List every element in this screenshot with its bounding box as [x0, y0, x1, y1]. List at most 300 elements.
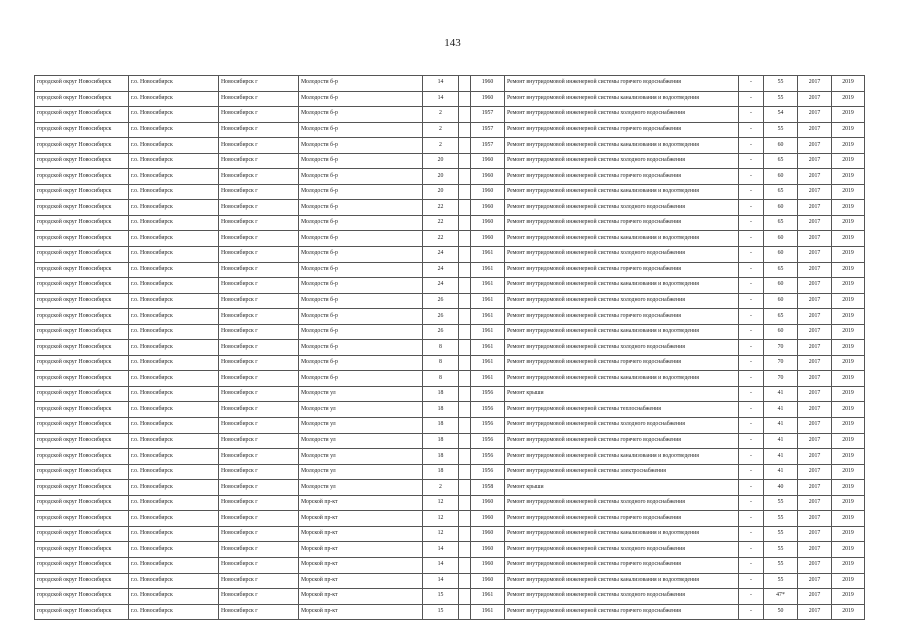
city-cell: Новосибирск г [219, 107, 299, 123]
building-cell [459, 589, 471, 605]
note-cell: - [739, 153, 764, 169]
period-end-cell: 2019 [832, 495, 865, 511]
building-cell [459, 91, 471, 107]
table-row [35, 480, 865, 496]
build-year-cell: 1961 [471, 371, 505, 387]
city-cell: Новосибирск г [219, 449, 299, 465]
note-cell: - [739, 464, 764, 480]
period-start-cell: 2017 [798, 91, 832, 107]
note-cell: - [739, 386, 764, 402]
period-end-cell: 2019 [832, 107, 865, 123]
street-cell: Молодости б-р [299, 153, 423, 169]
district-cell: г.о. Новосибирск [129, 324, 219, 340]
work-type-cell: Ремонт внутридомовой инженерной системы канализования и водоотведения [505, 573, 739, 589]
work-type-cell: Ремонт внутридомовой инженерной системы канализования и водоотведения [505, 91, 739, 107]
work-type-cell: Ремонт внутридомовой инженерной системы горячего водоснабжения [505, 122, 739, 138]
municipality-cell: городской округ Новосибирск [35, 433, 129, 449]
street-cell: Морской пр-кт [299, 604, 423, 620]
period-start-cell: 2017 [798, 76, 832, 92]
building-cell [459, 231, 471, 247]
period-start-cell: 2017 [798, 262, 832, 278]
municipality-cell: городской округ Новосибирск [35, 557, 129, 573]
period-start-cell: 2017 [798, 278, 832, 294]
table-row [35, 122, 865, 138]
street-cell: Молодости б-р [299, 262, 423, 278]
city-cell: Новосибирск г [219, 418, 299, 434]
house-number-cell: 22 [423, 231, 459, 247]
table-row [35, 278, 865, 294]
period-start-cell: 2017 [798, 433, 832, 449]
table-row [35, 573, 865, 589]
table-row [35, 589, 865, 605]
period-start-cell: 2017 [798, 184, 832, 200]
period-start-cell: 2017 [798, 122, 832, 138]
period-end-cell: 2019 [832, 91, 865, 107]
wear-percent-cell: 41 [764, 433, 798, 449]
wear-percent-cell: 50 [764, 604, 798, 620]
period-end-cell: 2019 [832, 604, 865, 620]
district-cell: г.о. Новосибирск [129, 604, 219, 620]
table-row [35, 402, 865, 418]
table-row [35, 324, 865, 340]
city-cell: Новосибирск г [219, 278, 299, 294]
municipality-cell: городской округ Новосибирск [35, 200, 129, 216]
period-end-cell: 2019 [832, 324, 865, 340]
district-cell: г.о. Новосибирск [129, 480, 219, 496]
build-year-cell: 1961 [471, 278, 505, 294]
building-cell [459, 278, 471, 294]
work-type-cell: Ремонт внутридомовой инженерной системы холодного водоснабжения [505, 340, 739, 356]
period-end-cell: 2019 [832, 386, 865, 402]
street-cell: Морской пр-кт [299, 495, 423, 511]
work-type-cell: Ремонт внутридомовой инженерной системы канализования и водоотведения [505, 231, 739, 247]
city-cell: Новосибирск г [219, 480, 299, 496]
period-start-cell: 2017 [798, 604, 832, 620]
municipality-cell: городской округ Новосибирск [35, 184, 129, 200]
house-number-cell: 8 [423, 340, 459, 356]
note-cell: - [739, 433, 764, 449]
build-year-cell: 1960 [471, 573, 505, 589]
street-cell: Морской пр-кт [299, 511, 423, 527]
note-cell: - [739, 511, 764, 527]
note-cell: - [739, 184, 764, 200]
work-type-cell: Ремонт внутридомовой инженерной системы горячего водоснабжения [505, 433, 739, 449]
build-year-cell: 1961 [471, 262, 505, 278]
city-cell: Новосибирск г [219, 526, 299, 542]
build-year-cell: 1957 [471, 122, 505, 138]
build-year-cell: 1960 [471, 76, 505, 92]
build-year-cell: 1961 [471, 324, 505, 340]
table-row [35, 542, 865, 558]
work-type-cell: Ремонт внутридомовой инженерной системы горячего водоснабжения [505, 604, 739, 620]
district-cell: г.о. Новосибирск [129, 557, 219, 573]
district-cell: г.о. Новосибирск [129, 589, 219, 605]
municipality-cell: городской округ Новосибирск [35, 589, 129, 605]
building-cell [459, 122, 471, 138]
period-start-cell: 2017 [798, 200, 832, 216]
municipality-cell: городской округ Новосибирск [35, 418, 129, 434]
wear-percent-cell: 41 [764, 418, 798, 434]
house-number-cell: 14 [423, 91, 459, 107]
table-row [35, 107, 865, 123]
house-number-cell: 14 [423, 76, 459, 92]
table-row [35, 309, 865, 325]
note-cell: - [739, 91, 764, 107]
wear-percent-cell: 55 [764, 495, 798, 511]
period-start-cell: 2017 [798, 480, 832, 496]
capital-repair-table [34, 75, 865, 620]
wear-percent-cell: 60 [764, 293, 798, 309]
build-year-cell: 1960 [471, 231, 505, 247]
period-start-cell: 2017 [798, 293, 832, 309]
period-start-cell: 2017 [798, 340, 832, 356]
period-end-cell: 2019 [832, 262, 865, 278]
period-start-cell: 2017 [798, 449, 832, 465]
house-number-cell: 18 [423, 433, 459, 449]
city-cell: Новосибирск г [219, 324, 299, 340]
page-number: 143 [444, 37, 461, 49]
street-cell: Морской пр-кт [299, 526, 423, 542]
city-cell: Новосибирск г [219, 355, 299, 371]
municipality-cell: городской округ Новосибирск [35, 449, 129, 465]
city-cell: Новосибирск г [219, 604, 299, 620]
period-start-cell: 2017 [798, 386, 832, 402]
wear-percent-cell: 41 [764, 402, 798, 418]
house-number-cell: 2 [423, 107, 459, 123]
building-cell [459, 557, 471, 573]
note-cell: - [739, 480, 764, 496]
table-row [35, 386, 865, 402]
house-number-cell: 18 [423, 418, 459, 434]
building-cell [459, 293, 471, 309]
note-cell: - [739, 138, 764, 154]
city-cell: Новосибирск г [219, 293, 299, 309]
build-year-cell: 1960 [471, 91, 505, 107]
city-cell: Новосибирск г [219, 169, 299, 185]
street-cell: Молодости б-р [299, 293, 423, 309]
work-type-cell: Ремонт внутридомовой инженерной системы канализования и водоотведения [505, 184, 739, 200]
wear-percent-cell: 47* [764, 589, 798, 605]
note-cell: - [739, 371, 764, 387]
table-row [35, 526, 865, 542]
street-cell: Морской пр-кт [299, 589, 423, 605]
wear-percent-cell: 41 [764, 386, 798, 402]
table-row [35, 247, 865, 263]
house-number-cell: 24 [423, 247, 459, 263]
street-cell: Молодости б-р [299, 355, 423, 371]
building-cell [459, 309, 471, 325]
work-type-cell: Ремонт внутридомовой инженерной системы холодного водоснабжения [505, 153, 739, 169]
house-number-cell: 14 [423, 542, 459, 558]
period-start-cell: 2017 [798, 169, 832, 185]
wear-percent-cell: 60 [764, 231, 798, 247]
table-row [35, 418, 865, 434]
note-cell: - [739, 215, 764, 231]
street-cell: Молодости б-р [299, 247, 423, 263]
table-row [35, 153, 865, 169]
city-cell: Новосибирск г [219, 557, 299, 573]
wear-percent-cell: 60 [764, 324, 798, 340]
period-end-cell: 2019 [832, 76, 865, 92]
municipality-cell: городской округ Новосибирск [35, 604, 129, 620]
build-year-cell: 1956 [471, 418, 505, 434]
building-cell [459, 495, 471, 511]
city-cell: Новосибирск г [219, 386, 299, 402]
district-cell: г.о. Новосибирск [129, 138, 219, 154]
wear-percent-cell: 55 [764, 573, 798, 589]
build-year-cell: 1958 [471, 480, 505, 496]
note-cell: - [739, 262, 764, 278]
wear-percent-cell: 54 [764, 107, 798, 123]
work-type-cell: Ремонт внутридомовой инженерной системы горячего водоснабжения [505, 76, 739, 92]
city-cell: Новосибирск г [219, 262, 299, 278]
wear-percent-cell: 60 [764, 247, 798, 263]
work-type-cell: Ремонт внутридомовой инженерной системы горячего водоснабжения [505, 169, 739, 185]
district-cell: г.о. Новосибирск [129, 215, 219, 231]
work-type-cell: Ремонт внутридомовой инженерной системы горячего водоснабжения [505, 557, 739, 573]
work-type-cell: Ремонт крыши [505, 386, 739, 402]
wear-percent-cell: 65 [764, 153, 798, 169]
district-cell: г.о. Новосибирск [129, 107, 219, 123]
municipality-cell: городской округ Новосибирск [35, 464, 129, 480]
house-number-cell: 24 [423, 278, 459, 294]
building-cell [459, 573, 471, 589]
period-start-cell: 2017 [798, 495, 832, 511]
city-cell: Новосибирск г [219, 122, 299, 138]
work-type-cell: Ремонт внутридомовой инженерной системы канализования и водоотведения [505, 324, 739, 340]
city-cell: Новосибирск г [219, 340, 299, 356]
building-cell [459, 542, 471, 558]
house-number-cell: 20 [423, 153, 459, 169]
city-cell: Новосибирск г [219, 402, 299, 418]
house-number-cell: 18 [423, 402, 459, 418]
period-end-cell: 2019 [832, 169, 865, 185]
note-cell: - [739, 542, 764, 558]
build-year-cell: 1960 [471, 215, 505, 231]
period-end-cell: 2019 [832, 480, 865, 496]
period-start-cell: 2017 [798, 542, 832, 558]
build-year-cell: 1961 [471, 340, 505, 356]
district-cell: г.о. Новосибирск [129, 418, 219, 434]
build-year-cell: 1960 [471, 200, 505, 216]
building-cell [459, 200, 471, 216]
build-year-cell: 1960 [471, 511, 505, 527]
city-cell: Новосибирск г [219, 542, 299, 558]
wear-percent-cell: 65 [764, 215, 798, 231]
note-cell: - [739, 278, 764, 294]
municipality-cell: городской округ Новосибирск [35, 511, 129, 527]
period-start-cell: 2017 [798, 402, 832, 418]
house-number-cell: 20 [423, 169, 459, 185]
period-start-cell: 2017 [798, 215, 832, 231]
table-row [35, 231, 865, 247]
table-row [35, 200, 865, 216]
period-start-cell: 2017 [798, 526, 832, 542]
period-start-cell: 2017 [798, 355, 832, 371]
municipality-cell: городской округ Новосибирск [35, 153, 129, 169]
building-cell [459, 262, 471, 278]
note-cell: - [739, 309, 764, 325]
street-cell: Молодости ул [299, 433, 423, 449]
street-cell: Морской пр-кт [299, 557, 423, 573]
building-cell [459, 449, 471, 465]
build-year-cell: 1961 [471, 309, 505, 325]
build-year-cell: 1961 [471, 293, 505, 309]
period-end-cell: 2019 [832, 355, 865, 371]
note-cell: - [739, 557, 764, 573]
street-cell: Морской пр-кт [299, 542, 423, 558]
build-year-cell: 1956 [471, 449, 505, 465]
street-cell: Молодости ул [299, 386, 423, 402]
period-start-cell: 2017 [798, 107, 832, 123]
building-cell [459, 511, 471, 527]
wear-percent-cell: 60 [764, 169, 798, 185]
work-type-cell: Ремонт внутридомовой инженерной системы холодного водоснабжения [505, 293, 739, 309]
district-cell: г.о. Новосибирск [129, 278, 219, 294]
municipality-cell: городской округ Новосибирск [35, 122, 129, 138]
district-cell: г.о. Новосибирск [129, 464, 219, 480]
municipality-cell: городской округ Новосибирск [35, 309, 129, 325]
house-number-cell: 24 [423, 262, 459, 278]
building-cell [459, 247, 471, 263]
city-cell: Новосибирск г [219, 495, 299, 511]
house-number-cell: 2 [423, 138, 459, 154]
street-cell: Молодости б-р [299, 200, 423, 216]
period-end-cell: 2019 [832, 418, 865, 434]
note-cell: - [739, 293, 764, 309]
wear-percent-cell: 55 [764, 557, 798, 573]
district-cell: г.о. Новосибирск [129, 200, 219, 216]
period-end-cell: 2019 [832, 278, 865, 294]
building-cell [459, 324, 471, 340]
note-cell: - [739, 169, 764, 185]
municipality-cell: городской округ Новосибирск [35, 340, 129, 356]
period-start-cell: 2017 [798, 418, 832, 434]
build-year-cell: 1960 [471, 184, 505, 200]
period-end-cell: 2019 [832, 247, 865, 263]
period-end-cell: 2019 [832, 309, 865, 325]
wear-percent-cell: 70 [764, 355, 798, 371]
building-cell [459, 604, 471, 620]
municipality-cell: городской округ Новосибирск [35, 76, 129, 92]
period-start-cell: 2017 [798, 153, 832, 169]
wear-percent-cell: 55 [764, 122, 798, 138]
street-cell: Молодости б-р [299, 324, 423, 340]
work-type-cell: Ремонт внутридомовой инженерной системы холодного водоснабжения [505, 495, 739, 511]
work-type-cell: Ремонт внутридомовой инженерной системы горячего водоснабжения [505, 309, 739, 325]
work-type-cell: Ремонт внутридомовой инженерной системы канализования и водоотведения [505, 278, 739, 294]
street-cell: Молодости б-р [299, 91, 423, 107]
work-type-cell: Ремонт внутридомовой инженерной системы горячего водоснабжения [505, 262, 739, 278]
note-cell: - [739, 589, 764, 605]
period-end-cell: 2019 [832, 215, 865, 231]
district-cell: г.о. Новосибирск [129, 153, 219, 169]
building-cell [459, 386, 471, 402]
street-cell: Молодости ул [299, 418, 423, 434]
wear-percent-cell: 60 [764, 200, 798, 216]
street-cell: Молодости б-р [299, 122, 423, 138]
work-type-cell: Ремонт внутридомовой инженерной системы холодного водоснабжения [505, 542, 739, 558]
period-end-cell: 2019 [832, 138, 865, 154]
period-end-cell: 2019 [832, 122, 865, 138]
house-number-cell: 26 [423, 324, 459, 340]
work-type-cell: Ремонт внутридомовой инженерной системы теплоснабжения [505, 402, 739, 418]
building-cell [459, 371, 471, 387]
building-cell [459, 215, 471, 231]
note-cell: - [739, 418, 764, 434]
build-year-cell: 1961 [471, 604, 505, 620]
municipality-cell: городской округ Новосибирск [35, 278, 129, 294]
wear-percent-cell: 70 [764, 340, 798, 356]
build-year-cell: 1961 [471, 589, 505, 605]
city-cell: Новосибирск г [219, 589, 299, 605]
municipality-cell: городской округ Новосибирск [35, 107, 129, 123]
house-number-cell: 26 [423, 293, 459, 309]
build-year-cell: 1957 [471, 138, 505, 154]
building-cell [459, 184, 471, 200]
wear-percent-cell: 41 [764, 449, 798, 465]
district-cell: г.о. Новосибирск [129, 309, 219, 325]
municipality-cell: городской округ Новосибирск [35, 402, 129, 418]
period-start-cell: 2017 [798, 247, 832, 263]
city-cell: Новосибирск г [219, 231, 299, 247]
note-cell: - [739, 107, 764, 123]
municipality-cell: городской округ Новосибирск [35, 495, 129, 511]
district-cell: г.о. Новосибирск [129, 91, 219, 107]
district-cell: г.о. Новосибирск [129, 262, 219, 278]
period-end-cell: 2019 [832, 511, 865, 527]
building-cell [459, 402, 471, 418]
table-row [35, 449, 865, 465]
district-cell: г.о. Новосибирск [129, 511, 219, 527]
city-cell: Новосибирск г [219, 215, 299, 231]
street-cell: Молодости б-р [299, 184, 423, 200]
house-number-cell: 15 [423, 589, 459, 605]
work-type-cell: Ремонт внутридомовой инженерной системы холодного водоснабжения [505, 247, 739, 263]
wear-percent-cell: 55 [764, 526, 798, 542]
build-year-cell: 1957 [471, 107, 505, 123]
note-cell: - [739, 402, 764, 418]
build-year-cell: 1961 [471, 247, 505, 263]
building-cell [459, 169, 471, 185]
note-cell: - [739, 449, 764, 465]
build-year-cell: 1956 [471, 433, 505, 449]
house-number-cell: 14 [423, 557, 459, 573]
district-cell: г.о. Новосибирск [129, 355, 219, 371]
work-type-cell: Ремонт крыши [505, 480, 739, 496]
district-cell: г.о. Новосибирск [129, 76, 219, 92]
building-cell [459, 340, 471, 356]
municipality-cell: городской округ Новосибирск [35, 526, 129, 542]
municipality-cell: городской округ Новосибирск [35, 542, 129, 558]
building-cell [459, 153, 471, 169]
period-end-cell: 2019 [832, 589, 865, 605]
period-end-cell: 2019 [832, 153, 865, 169]
street-cell: Морской пр-кт [299, 573, 423, 589]
period-start-cell: 2017 [798, 371, 832, 387]
wear-percent-cell: 60 [764, 138, 798, 154]
wear-percent-cell: 70 [764, 371, 798, 387]
build-year-cell: 1960 [471, 169, 505, 185]
table-row [35, 557, 865, 573]
city-cell: Новосибирск г [219, 573, 299, 589]
city-cell: Новосибирск г [219, 200, 299, 216]
wear-percent-cell: 40 [764, 480, 798, 496]
table-row [35, 340, 865, 356]
table-row [35, 169, 865, 185]
street-cell: Молодости ул [299, 402, 423, 418]
house-number-cell: 20 [423, 184, 459, 200]
